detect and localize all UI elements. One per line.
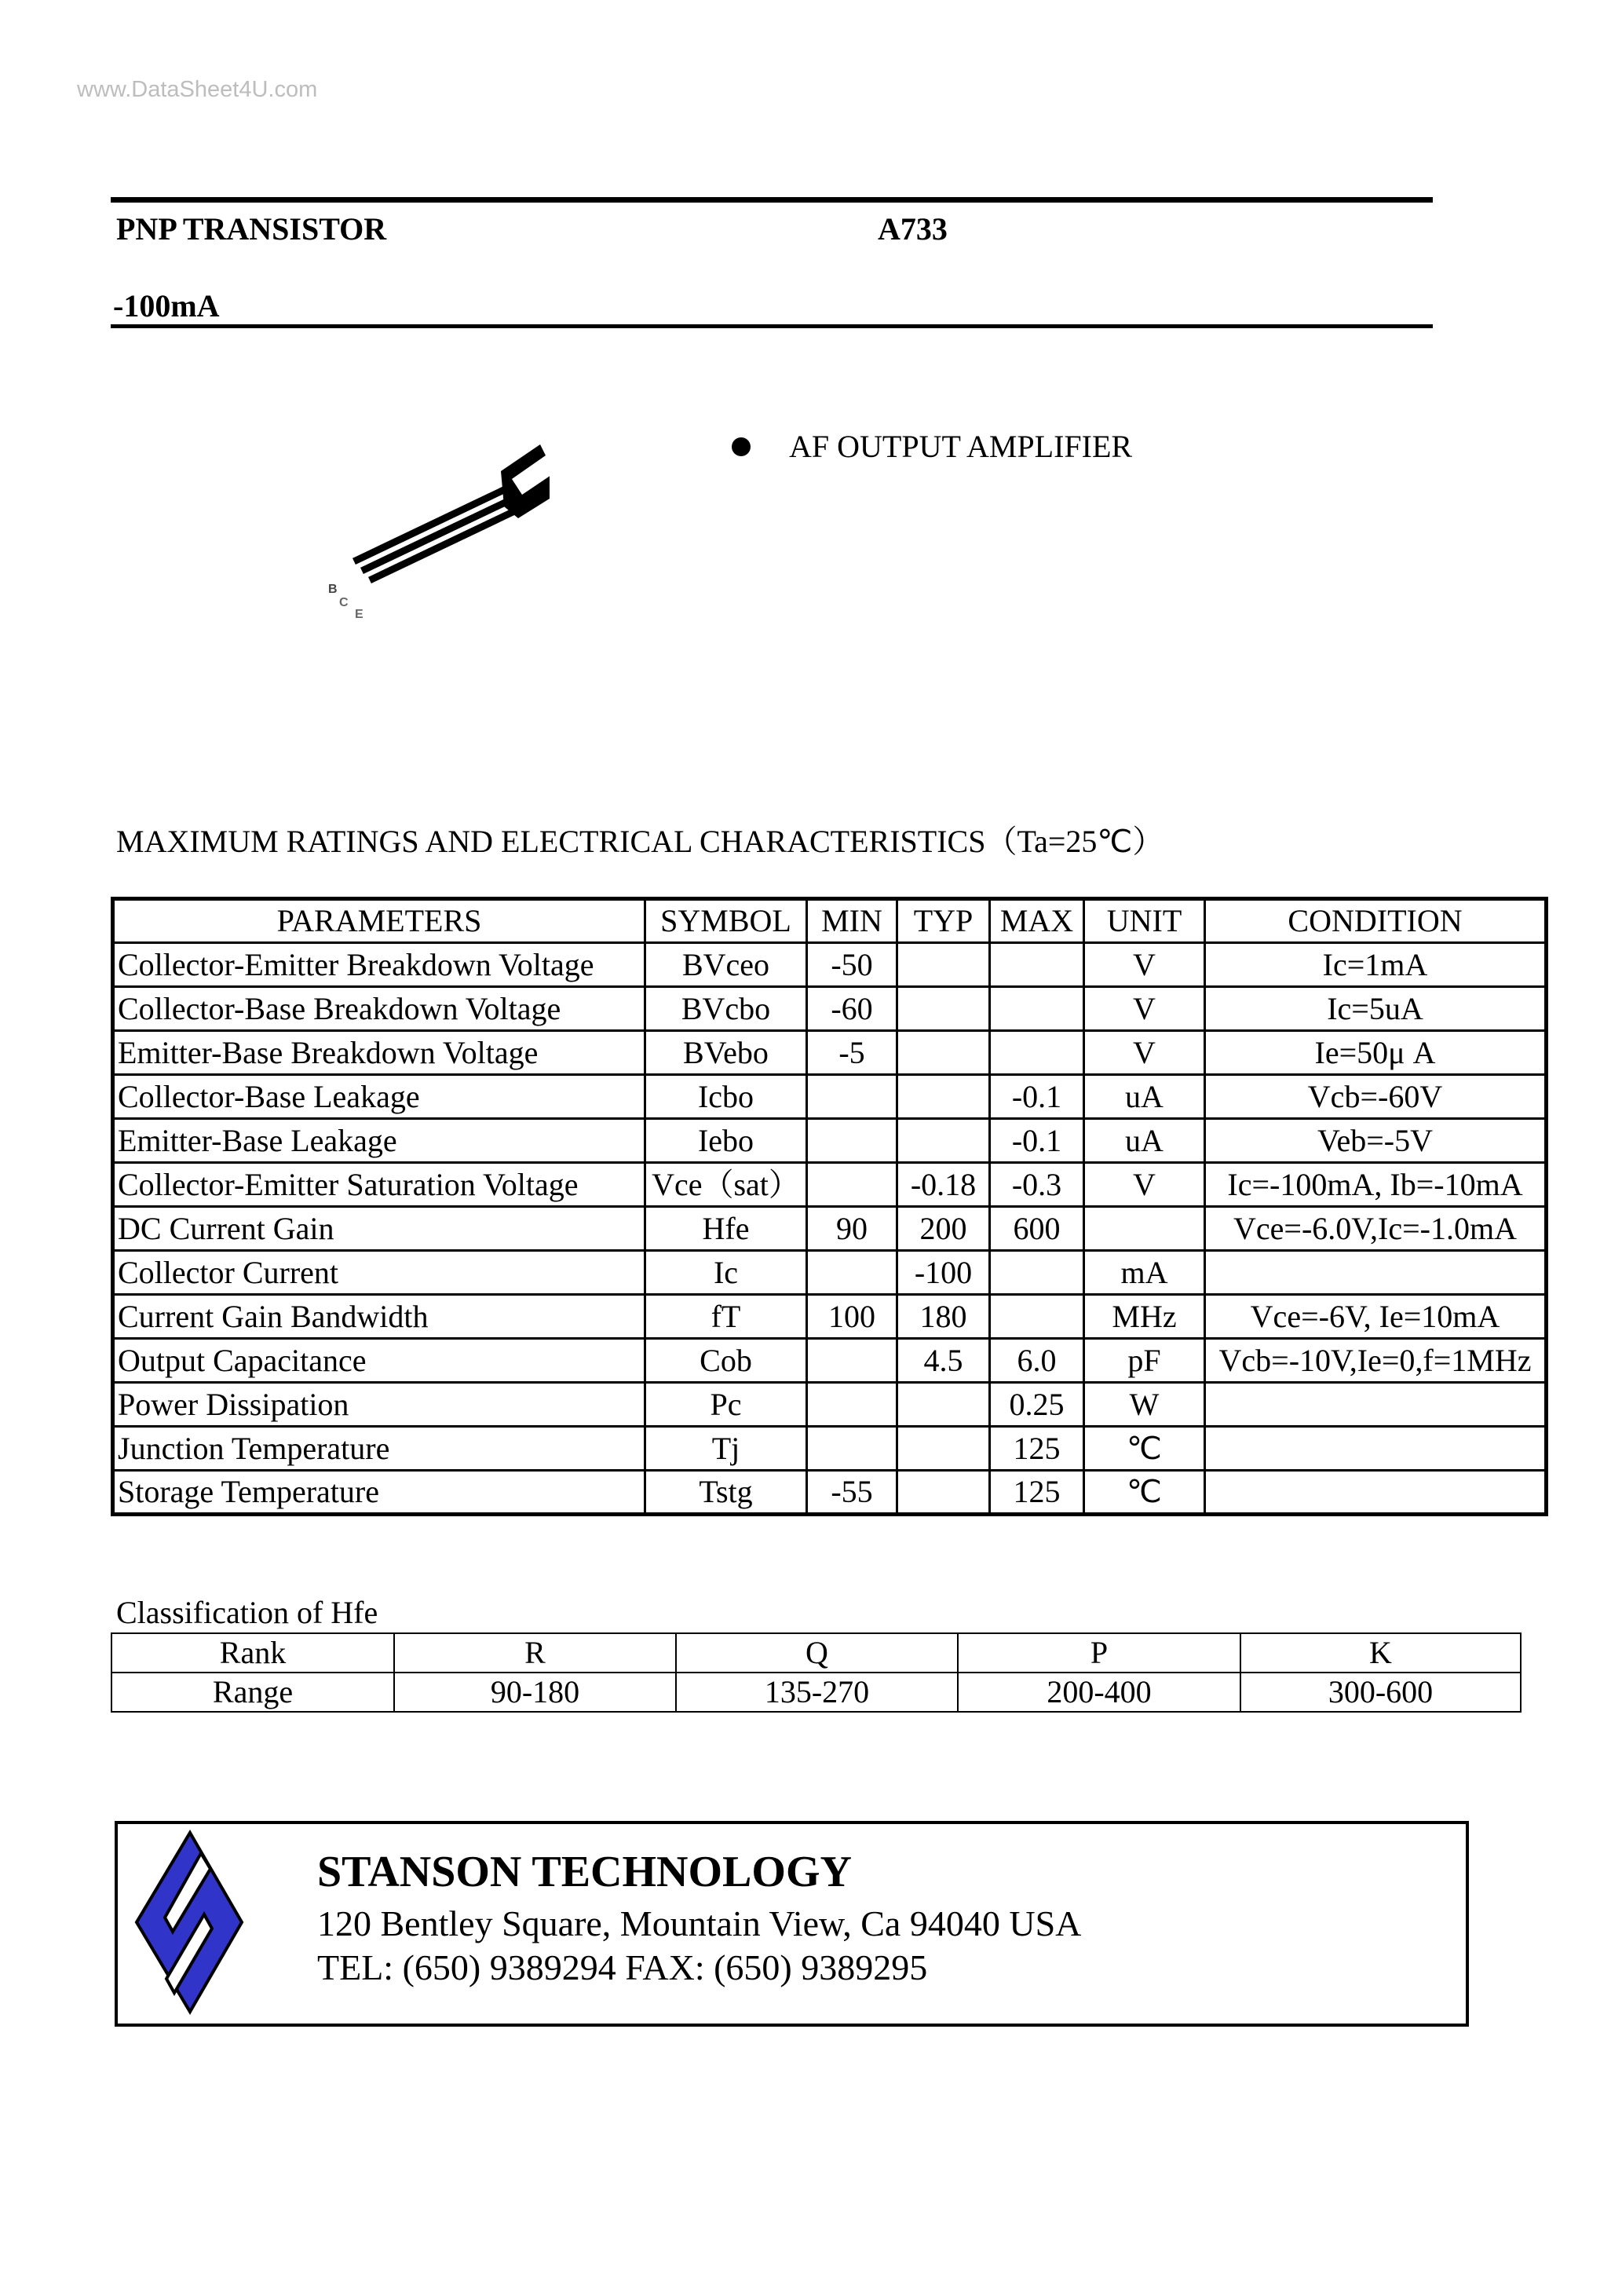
table-cell: DC Current Gain [113, 1207, 645, 1251]
table-cell: 200 [897, 1207, 990, 1251]
table-cell: K [1240, 1633, 1521, 1673]
table-cell: Collector-Emitter Saturation Voltage [113, 1163, 645, 1207]
table-cell: ℃ [1084, 1471, 1205, 1515]
table-cell: -5 [807, 1031, 897, 1075]
table-row [113, 1251, 1547, 1295]
table-cell [897, 1427, 990, 1471]
table-cell: Ic=5uA [1205, 987, 1547, 1031]
table-cell: uA [1084, 1075, 1205, 1119]
header-rule [111, 324, 1433, 328]
table-cell: BVcbo [645, 987, 807, 1031]
table-cell: Veb=-5V [1205, 1119, 1547, 1163]
table-cell [897, 1383, 990, 1427]
table-cell [990, 987, 1084, 1031]
to92-package-icon [322, 432, 550, 628]
feature-item: AF OUTPUT AMPLIFIER [789, 429, 1133, 464]
top-rule [111, 197, 1433, 203]
table-cell [1205, 1383, 1547, 1427]
table-cell: 4.5 [897, 1339, 990, 1383]
table-row [113, 943, 1547, 987]
table-cell: Emitter-Base Breakdown Voltage [113, 1031, 645, 1075]
classification-title: Classification of Hfe [116, 1595, 378, 1630]
table-cell: BVceo [645, 943, 807, 987]
table-row [113, 1339, 1547, 1383]
table-header-row [113, 899, 1547, 943]
table-cell: Cob [645, 1339, 807, 1383]
table-cell: 300-600 [1240, 1673, 1521, 1712]
table-cell: Range [111, 1673, 394, 1712]
table-cell: BVebo [645, 1031, 807, 1075]
table-cell [897, 987, 990, 1031]
table-cell: V [1084, 943, 1205, 987]
table-cell: Vce=-6V, Ie=10mA [1205, 1295, 1547, 1339]
bullet-icon [732, 437, 751, 456]
table-cell: Vce=-6.0V,Ic=-1.0mA [1205, 1207, 1547, 1251]
watermark: www.DataSheet4U.com [77, 77, 318, 102]
table-cell: pF [1084, 1339, 1205, 1383]
table-cell: MAX [990, 899, 1084, 943]
table-cell [897, 943, 990, 987]
table-cell: MHz [1084, 1295, 1205, 1339]
table-cell: P [958, 1633, 1240, 1673]
table-cell: Power Dissipation [113, 1383, 645, 1427]
table-cell: Output Capacitance [113, 1339, 645, 1383]
table-cell [990, 1251, 1084, 1295]
table-cell: Pc [645, 1383, 807, 1427]
table-cell [990, 943, 1084, 987]
table-cell: Ie=50μ A [1205, 1031, 1547, 1075]
pin-label-e: E [355, 608, 363, 621]
table-cell: UNIT [1084, 899, 1205, 943]
table-cell: Vcb=-10V,Ie=0,f=1MHz [1205, 1339, 1547, 1383]
company-name: STANSON TECHNOLOGY [317, 1848, 852, 1896]
part-number: A733 [878, 211, 948, 247]
table-cell: Emitter-Base Leakage [113, 1119, 645, 1163]
table-cell: 90 [807, 1207, 897, 1251]
table-cell: 600 [990, 1207, 1084, 1251]
table-cell [897, 1031, 990, 1075]
table-cell [897, 1471, 990, 1515]
table-cell: 100 [807, 1295, 897, 1339]
table-cell: Tstg [645, 1471, 807, 1515]
table-cell: V [1084, 1031, 1205, 1075]
table-cell: Vcb=-60V [1205, 1075, 1547, 1119]
table-cell: CONDITION [1205, 899, 1547, 943]
table-cell: Current Gain Bandwidth [113, 1295, 645, 1339]
table-cell: Junction Temperature [113, 1427, 645, 1471]
table-cell: R [394, 1633, 676, 1673]
current-rating: -100mA [113, 288, 220, 324]
table-row [113, 1295, 1547, 1339]
table-cell: MIN [807, 899, 897, 943]
table-cell: 135-270 [676, 1673, 958, 1712]
table-cell: 125 [990, 1427, 1084, 1471]
table-cell [807, 1427, 897, 1471]
table-cell [1205, 1471, 1547, 1515]
table-cell: -0.1 [990, 1119, 1084, 1163]
table-row [113, 987, 1547, 1031]
table-cell [807, 1119, 897, 1163]
table-cell: Q [676, 1633, 958, 1673]
table-cell [990, 1031, 1084, 1075]
table-cell: W [1084, 1383, 1205, 1427]
table-cell: Icbo [645, 1075, 807, 1119]
table-cell: V [1084, 1163, 1205, 1207]
table-cell [897, 1119, 990, 1163]
table-cell [807, 1075, 897, 1119]
company-logo-icon [133, 1830, 251, 2018]
classification-table [111, 1632, 1522, 1713]
table-cell: Collector-Base Breakdown Voltage [113, 987, 645, 1031]
table-cell: uA [1084, 1119, 1205, 1163]
table-cell: -0.18 [897, 1163, 990, 1207]
table-cell: 180 [897, 1295, 990, 1339]
spec-table [111, 897, 1548, 1516]
pin-label-b: B [328, 583, 338, 596]
table-cell: V [1084, 987, 1205, 1031]
table-cell: TYP [897, 899, 990, 943]
table-cell: Ic=-100mA, Ib=-10mA [1205, 1163, 1547, 1207]
device-type: PNP TRANSISTOR [116, 211, 387, 247]
table-cell [807, 1251, 897, 1295]
table-cell: Storage Temperature [113, 1471, 645, 1515]
table-row [113, 1119, 1547, 1163]
table-cell: Vce（sat） [645, 1163, 807, 1207]
table-cell: Collector Current [113, 1251, 645, 1295]
table-cell: 90-180 [394, 1673, 676, 1712]
table-cell: PARAMETERS [113, 899, 645, 943]
table-cell: SYMBOL [645, 899, 807, 943]
table-cell [807, 1383, 897, 1427]
table-cell [1205, 1251, 1547, 1295]
table-cell: fT [645, 1295, 807, 1339]
section-title: MAXIMUM RATINGS AND ELECTRICAL CHARACTERISTICS（Ta=25℃） [116, 824, 1164, 859]
table-cell: Collector-Emitter Breakdown Voltage [113, 943, 645, 987]
table-row [113, 1075, 1547, 1119]
table-cell [1084, 1207, 1205, 1251]
table-cell: Ic [645, 1251, 807, 1295]
table-row [113, 1427, 1547, 1471]
table-cell: 6.0 [990, 1339, 1084, 1383]
company-address: 120 Bentley Square, Mountain View, Ca 94040 USA [317, 1903, 1082, 1943]
table-cell [1205, 1427, 1547, 1471]
table-cell [897, 1075, 990, 1119]
table-cell: ℃ [1084, 1427, 1205, 1471]
table-row [113, 1031, 1547, 1075]
table-cell: mA [1084, 1251, 1205, 1295]
table-cell: 200-400 [958, 1673, 1240, 1712]
table-cell: -60 [807, 987, 897, 1031]
table-cell [807, 1163, 897, 1207]
table-row [113, 1163, 1547, 1207]
table-cell: Collector-Base Leakage [113, 1075, 645, 1119]
table-cell: -0.1 [990, 1075, 1084, 1119]
table-cell [990, 1295, 1084, 1339]
table-row [113, 1207, 1547, 1251]
table-cell: Iebo [645, 1119, 807, 1163]
table-cell: -55 [807, 1471, 897, 1515]
table-cell: Tj [645, 1427, 807, 1471]
table-row [113, 1471, 1547, 1515]
table-cell: 0.25 [990, 1383, 1084, 1427]
table-cell: Rank [111, 1633, 394, 1673]
table-cell: -0.3 [990, 1163, 1084, 1207]
table-row [111, 1633, 1521, 1673]
table-cell: 125 [990, 1471, 1084, 1515]
table-cell [807, 1339, 897, 1383]
table-cell: -50 [807, 943, 897, 987]
table-cell: Ic=1mA [1205, 943, 1547, 987]
pin-label-c: C [339, 596, 349, 609]
company-contact: TEL: (650) 9389294 FAX: (650) 9389295 [317, 1947, 928, 1987]
table-cell: Hfe [645, 1207, 807, 1251]
table-cell: -100 [897, 1251, 990, 1295]
table-row [113, 1383, 1547, 1427]
table-row [111, 1673, 1521, 1712]
